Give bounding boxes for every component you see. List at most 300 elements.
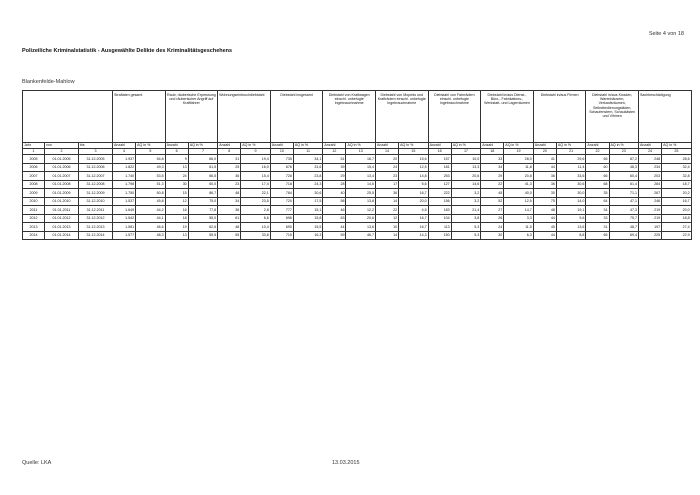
table-cell: 8,8 (556, 231, 586, 240)
table-cell: 17,4 (241, 180, 271, 189)
table-cell: 51,3 (136, 180, 166, 189)
table-cell: 9 (165, 155, 188, 164)
table-cell: 10,0 (451, 155, 481, 164)
table-cell: 44,2 (136, 206, 166, 215)
group-header: Diebstahl von Fahrrädern einschl. unbefugte Ingebrauchnahme (428, 91, 481, 143)
column-index: 25 (662, 149, 692, 155)
table-cell: 735 (270, 155, 293, 164)
table-cell: 24 (481, 223, 504, 232)
table-cell: 696 (270, 214, 293, 223)
table-cell: 181 (428, 163, 451, 172)
table-row (23, 231, 692, 240)
column-index: 4 (113, 149, 136, 155)
table-cell: 86,7 (188, 189, 218, 198)
table-cell: 16,3 (293, 231, 323, 240)
group-header: Straftaten gesamt (113, 91, 166, 143)
table-cell: 16,7 (399, 223, 429, 232)
table-cell: 246 (639, 197, 662, 206)
table-cell: 222 (428, 189, 451, 198)
table-cell: 18 (165, 214, 188, 223)
table-cell: 01.01.2009 (45, 189, 79, 198)
table-cell: 55 (218, 231, 241, 240)
table-cell: 197 (639, 223, 662, 232)
table-cell: 30 (533, 189, 556, 198)
table-cell: 5,6 (399, 180, 429, 189)
table-cell: 48,3 (609, 163, 639, 172)
column-index: 6 (165, 149, 188, 155)
column-header: Anzahl (428, 143, 451, 149)
table-cell: 75,7 (609, 214, 639, 223)
table-cell: 61,5 (188, 163, 218, 172)
table-cell: 728 (270, 172, 293, 181)
column-header: AQ in % (504, 143, 534, 149)
table-cell: 30 (165, 180, 188, 189)
table-cell: 44 (533, 214, 556, 223)
table-cell: 63 (323, 214, 346, 223)
table-cell: 66,0 (188, 155, 218, 164)
table-cell: 45 (533, 223, 556, 232)
table-cell: 32,4 (662, 163, 692, 172)
table-cell: 23 (218, 180, 241, 189)
table-cell: 248 (639, 155, 662, 164)
table-cell: 35 (586, 189, 609, 198)
table-cell: 31.12.2011 (79, 206, 113, 215)
table-cell: 1.542 (113, 214, 136, 223)
table-cell: 6,6 (241, 214, 271, 223)
table-cell: 58 (323, 197, 346, 206)
table-cell: 60,4 (609, 172, 639, 181)
column-index: 12 (323, 149, 346, 155)
table-cell: 777 (270, 206, 293, 215)
table-cell: 31 (218, 155, 241, 164)
table-cell: 15,6 (399, 155, 429, 164)
table-cell: 01.01.2010 (45, 197, 79, 206)
column-index: 3 (79, 149, 113, 155)
table-cell: 15,4 (241, 172, 271, 181)
table-cell: 01.01.2008 (45, 180, 79, 189)
group-header-row (23, 91, 692, 143)
table-cell: 16,7 (662, 197, 692, 206)
source-note: Quelle: LKA (22, 460, 52, 466)
column-header: AQ in % (399, 143, 429, 149)
table-cell: 3,3 (504, 214, 534, 223)
table-cell: 66 (586, 172, 609, 181)
table-cell: 183 (428, 206, 451, 215)
table-cell: 41,3 (504, 180, 534, 189)
table-cell: 28 (323, 180, 346, 189)
table-cell: 68 (586, 180, 609, 189)
table-cell: 65 (586, 231, 609, 240)
table-cell: 33 (481, 155, 504, 164)
column-header: AQ in % (451, 143, 481, 149)
table-cell: 69,4 (609, 231, 639, 240)
table-cell: 24 (375, 163, 398, 172)
table-cell: 2006 (23, 163, 45, 172)
group-header: Raub, räuberische Erpressung und räuberischer Angriff auf Kraftfahrer (165, 91, 218, 143)
column-index: 17 (451, 149, 481, 155)
table-cell: 40 (323, 189, 346, 198)
table-cell: 30 (481, 231, 504, 240)
table-cell: 715 (270, 231, 293, 240)
table-cell: 27 (481, 206, 504, 215)
table-cell: 50,8 (136, 189, 166, 198)
group-header: Diebstahl von Mopeds und Krafträdern einschl. unbefugte Ingebrauchnahme (375, 91, 428, 143)
table-cell: 23,5 (241, 197, 271, 206)
table-cell: 11,4 (556, 163, 586, 172)
table-cell: 13,6 (346, 223, 376, 232)
table-cell: 46,6 (136, 223, 166, 232)
column-index: 24 (639, 149, 662, 155)
table-cell: 234 (639, 163, 662, 172)
table-cell: 20,6 (346, 214, 376, 223)
table-cell: 53,5 (136, 172, 166, 181)
table-cell: 30,6 (293, 189, 323, 198)
table-cell: 1.537 (113, 197, 136, 206)
table-cell: 25 (218, 163, 241, 172)
column-header: von (45, 143, 79, 149)
table-cell: 203 (639, 172, 662, 181)
table-cell: 44 (533, 163, 556, 172)
column-header: Anzahl (375, 143, 398, 149)
table-cell: 19,1 (556, 206, 586, 215)
table-cell: 1.581 (113, 223, 136, 232)
table-cell: 11,5 (504, 223, 534, 232)
column-header: Anzahl (218, 143, 241, 149)
table-cell: 31.12.2010 (79, 197, 113, 206)
table-cell: 36 (533, 172, 556, 181)
table-cell: 47,3 (609, 206, 639, 215)
column-index: 9 (241, 149, 271, 155)
table-cell: 18,8 (662, 214, 692, 223)
table-cell: 676 (270, 163, 293, 172)
table-cell: 01.01.2014 (45, 231, 79, 240)
table-cell: 30,0 (556, 189, 586, 198)
column-index: 15 (399, 149, 429, 155)
table-cell: 156 (428, 197, 451, 206)
column-header: Jahr (23, 143, 45, 149)
table-cell: 225 (639, 231, 662, 240)
table-cell: 24,3 (293, 180, 323, 189)
table-cell: 32,8 (662, 172, 692, 181)
table-cell: 20,2 (662, 189, 692, 198)
table-cell: 01.01.2011 (45, 206, 79, 215)
column-index: 14 (375, 149, 398, 155)
group-header: Diebstahl in/aus Firmen (533, 91, 586, 143)
table-cell: 219 (639, 206, 662, 215)
table-cell: 9,6 (556, 214, 586, 223)
table-cell: 28,0 (504, 155, 534, 164)
table-cell: 15,5 (293, 223, 323, 232)
column-header: AQ in % (609, 143, 639, 149)
table-cell: 16,7 (346, 155, 376, 164)
table-cell: 16,7 (399, 189, 429, 198)
column-header: Anzahl (481, 143, 504, 149)
column-index: 5 (136, 149, 166, 155)
table-cell: 31.12.2006 (79, 163, 113, 172)
table-cell: 104 (428, 214, 451, 223)
table-cell: 31.12.2013 (79, 223, 113, 232)
table-cell: 2005 (23, 155, 45, 164)
table-cell: 31,6 (293, 163, 323, 172)
table-cell: 267 (639, 189, 662, 198)
footer-date: 13.03.2015 (332, 460, 360, 466)
column-index: 19 (504, 149, 534, 155)
table-cell: 150 (428, 231, 451, 240)
column-header: AQ in % (662, 143, 692, 149)
column-header: AQ in % (293, 143, 323, 149)
table-cell: 12 (165, 197, 188, 206)
table-row (23, 197, 692, 206)
table-cell: 41 (533, 155, 556, 164)
table-cell: 1.649 (113, 206, 136, 215)
table-row (23, 189, 692, 198)
table-cell: 2007 (23, 172, 45, 181)
table-cell: 19,4 (241, 155, 271, 164)
table-cell: 13,3 (451, 163, 481, 172)
table-cell: 31 (586, 223, 609, 232)
table-cell: 3,8 (451, 214, 481, 223)
column-header: AQ in % (136, 143, 166, 149)
column-header: AQ in % (241, 143, 271, 149)
table-cell: 10,4 (241, 223, 271, 232)
column-header: Anzahl (270, 143, 293, 149)
table-cell: 31.12.2009 (79, 189, 113, 198)
table-cell: 61 (218, 214, 241, 223)
table-cell: 718 (270, 180, 293, 189)
table-cell: 2013 (23, 223, 45, 232)
table-cell: 12,2 (346, 206, 376, 215)
table-cell: 25,5 (346, 189, 376, 198)
group-header: Sachbeschädigung (639, 91, 692, 143)
table-cell: 16,7 (399, 214, 429, 223)
group-header: Diebstahl insgesamt (270, 91, 323, 143)
table-cell: 784 (270, 189, 293, 198)
table-cell: 3,2 (451, 189, 481, 198)
table-cell: 1.822 (113, 163, 136, 172)
column-index: 20 (533, 149, 556, 155)
table-cell: 48 (218, 189, 241, 198)
table-cell: 33,6 (556, 172, 586, 181)
table-cell: 15,1 (293, 206, 323, 215)
column-header: bis (79, 143, 113, 149)
column-index: 16 (428, 149, 451, 155)
table-cell: 75 (533, 197, 556, 206)
column-header: AQ in % (556, 143, 586, 149)
column-index: 7 (188, 149, 218, 155)
table-cell: 31.12.2014 (79, 231, 113, 240)
table-cell: 62,6 (188, 223, 218, 232)
table-cell: 14,0 (556, 197, 586, 206)
table-cell: 14,7 (504, 206, 534, 215)
table-cell: 44 (533, 231, 556, 240)
table-cell: 1.577 (113, 231, 136, 240)
table-cell: 15 (165, 189, 188, 198)
table-cell: 33 (586, 214, 609, 223)
table-cell: 2008 (23, 180, 45, 189)
table-cell: 36 (375, 189, 398, 198)
table-cell: 31.12.2005 (79, 155, 113, 164)
table-cell: 2014 (23, 231, 45, 240)
table-cell: 18,7 (662, 180, 692, 189)
table-cell: 24 (165, 172, 188, 181)
table-cell: 45,8 (136, 197, 166, 206)
column-index: 23 (609, 149, 639, 155)
table-cell: 2,8 (241, 206, 271, 215)
table-row (23, 155, 692, 164)
column-index: 2 (45, 149, 79, 155)
table-cell: 44,1 (136, 214, 166, 223)
table-cell: 19 (165, 223, 188, 232)
table-cell: 77,8 (188, 206, 218, 215)
table-cell: 2010 (23, 197, 45, 206)
table-cell: 64 (586, 197, 609, 206)
table-cell: 29 (481, 172, 504, 181)
column-index: 21 (556, 149, 586, 155)
table-cell: 23 (375, 172, 398, 181)
table-cell: 31.12.2012 (79, 214, 113, 223)
table-cell: 2009 (23, 189, 45, 198)
group-header: Diebstahl von Kraftwagen einschl. unbefugte Ingebrauchnahme (323, 91, 376, 143)
column-header: AQ in % (188, 143, 218, 149)
table-cell: 10 (375, 223, 398, 232)
table-cell: 65 (586, 155, 609, 164)
table-cell: 45 (481, 189, 504, 198)
table-cell: 17 (375, 180, 398, 189)
table-cell: 219 (639, 214, 662, 223)
table-cell: 1.798 (113, 180, 136, 189)
column-header: Anzahl (533, 143, 556, 149)
table-cell: 14,6 (346, 180, 376, 189)
column-index: 8 (218, 149, 241, 155)
table-cell: 48,7 (609, 223, 639, 232)
table-cell: 5,3 (451, 223, 481, 232)
table-cell: 87,2 (609, 155, 639, 164)
table-cell: 4,5 (399, 206, 429, 215)
column-header: Anzahl (586, 143, 609, 149)
statistics-table-container (22, 90, 690, 240)
table-cell: 52 (481, 197, 504, 206)
table-cell: 3,2 (451, 197, 481, 206)
table-cell: 6,3 (504, 231, 534, 240)
table-row (23, 223, 692, 232)
table-cell: 01.01.2006 (45, 163, 79, 172)
table-cell: 20,6 (451, 172, 481, 181)
table-cell: 34 (481, 163, 504, 172)
column-index: 11 (293, 149, 323, 155)
column-index: 10 (270, 149, 293, 155)
table-cell: 12 (375, 214, 398, 223)
table-row (23, 214, 692, 223)
table-cell: 1.740 (113, 172, 136, 181)
table-cell: 60,0 (188, 180, 218, 189)
table-cell: 1.937 (113, 155, 136, 164)
table-cell: 31.12.2008 (79, 180, 113, 189)
table-cell: 11,8 (504, 163, 534, 172)
table-cell: 33,8 (241, 231, 271, 240)
table-cell: 61,4 (609, 180, 639, 189)
table-cell: 31.12.2007 (79, 172, 113, 181)
table-cell: 60 (586, 163, 609, 172)
table-cell: 20 (375, 155, 398, 164)
table-cell: 59,5 (188, 231, 218, 240)
table-cell: 36 (218, 172, 241, 181)
document-title: Polizeiliche Kriminalstatistik - Ausgewählte Delikte des Kriminalitätsgeschehens (22, 48, 233, 54)
group-header: Diebstahl in/aus Kiosken, Warenhäusern, Verkaufsräumen, Selbstbedienungsläden, Schaufenstern, Schaukästen und Vitrinen (586, 91, 639, 143)
table-cell: 40,0 (504, 189, 534, 198)
table-cell: 14,6 (451, 180, 481, 189)
column-header: Anzahl (113, 143, 136, 149)
table-cell: 13,6 (556, 223, 586, 232)
table-cell: 29 (323, 172, 346, 181)
column-header: Anzahl (639, 143, 662, 149)
table-cell: 47,1 (609, 197, 639, 206)
table-cell: 27,4 (662, 223, 692, 232)
table-cell: 55,0 (188, 214, 218, 223)
statistics-table (22, 90, 692, 240)
table-cell: 22 (481, 180, 504, 189)
table-cell: 14 (375, 231, 398, 240)
table-cell: 284 (639, 180, 662, 189)
table-cell: 22 (375, 206, 398, 215)
table-cell: 2012 (23, 214, 45, 223)
table-cell: 28,6 (662, 155, 692, 164)
table-cell: 49,3 (136, 163, 166, 172)
table-cell: 14,3 (399, 231, 429, 240)
table-cell: 34 (586, 206, 609, 215)
table-cell: 21,4 (451, 206, 481, 215)
table-row (23, 163, 692, 172)
table-cell: 2011 (23, 206, 45, 215)
table-cell: 15,4 (346, 163, 376, 172)
table-cell: 5,3 (451, 231, 481, 240)
table-cell: 23,8 (293, 172, 323, 181)
table-cell: 44 (323, 223, 346, 232)
table-cell: 51 (323, 155, 346, 164)
region-label: Blankenfelde-Mahlow (22, 79, 75, 85)
table-cell: 13 (165, 231, 188, 240)
table-cell: 01.01.2005 (45, 155, 79, 164)
table-cell: 01.01.2013 (45, 223, 79, 232)
table-cell: 12,5 (504, 197, 534, 206)
table-cell: 14,8 (399, 172, 429, 181)
table-cell: 34 (218, 197, 241, 206)
table-cell: 66,5 (188, 172, 218, 181)
table-cell: 253 (428, 172, 451, 181)
group-header-blank (23, 91, 113, 143)
table-cell: 22,9 (662, 231, 692, 240)
column-index: 1 (23, 149, 45, 155)
column-index: 13 (346, 149, 376, 155)
table-cell: 39 (323, 163, 346, 172)
table-cell: 690 (270, 223, 293, 232)
table-cell: 48,3 (136, 231, 166, 240)
table-cell: 15,8 (293, 214, 323, 223)
table-cell: 59 (323, 231, 346, 240)
table-cell: 20,8 (504, 172, 534, 181)
table-cell: 46 (323, 206, 346, 215)
page-number: Seite 4 von 18 (648, 31, 684, 37)
table-cell: 13,4 (346, 172, 376, 181)
table-cell: 22,1 (241, 189, 271, 198)
table-cell: 720 (270, 197, 293, 206)
table-cell: 01.01.2012 (45, 214, 79, 223)
table-cell: 54,8 (136, 155, 166, 164)
table-cell: 71,1 (609, 189, 639, 198)
table-cell: 36 (533, 180, 556, 189)
column-index: 22 (586, 149, 609, 155)
column-header: Anzahl (323, 143, 346, 149)
table-cell: 26 (481, 214, 504, 223)
